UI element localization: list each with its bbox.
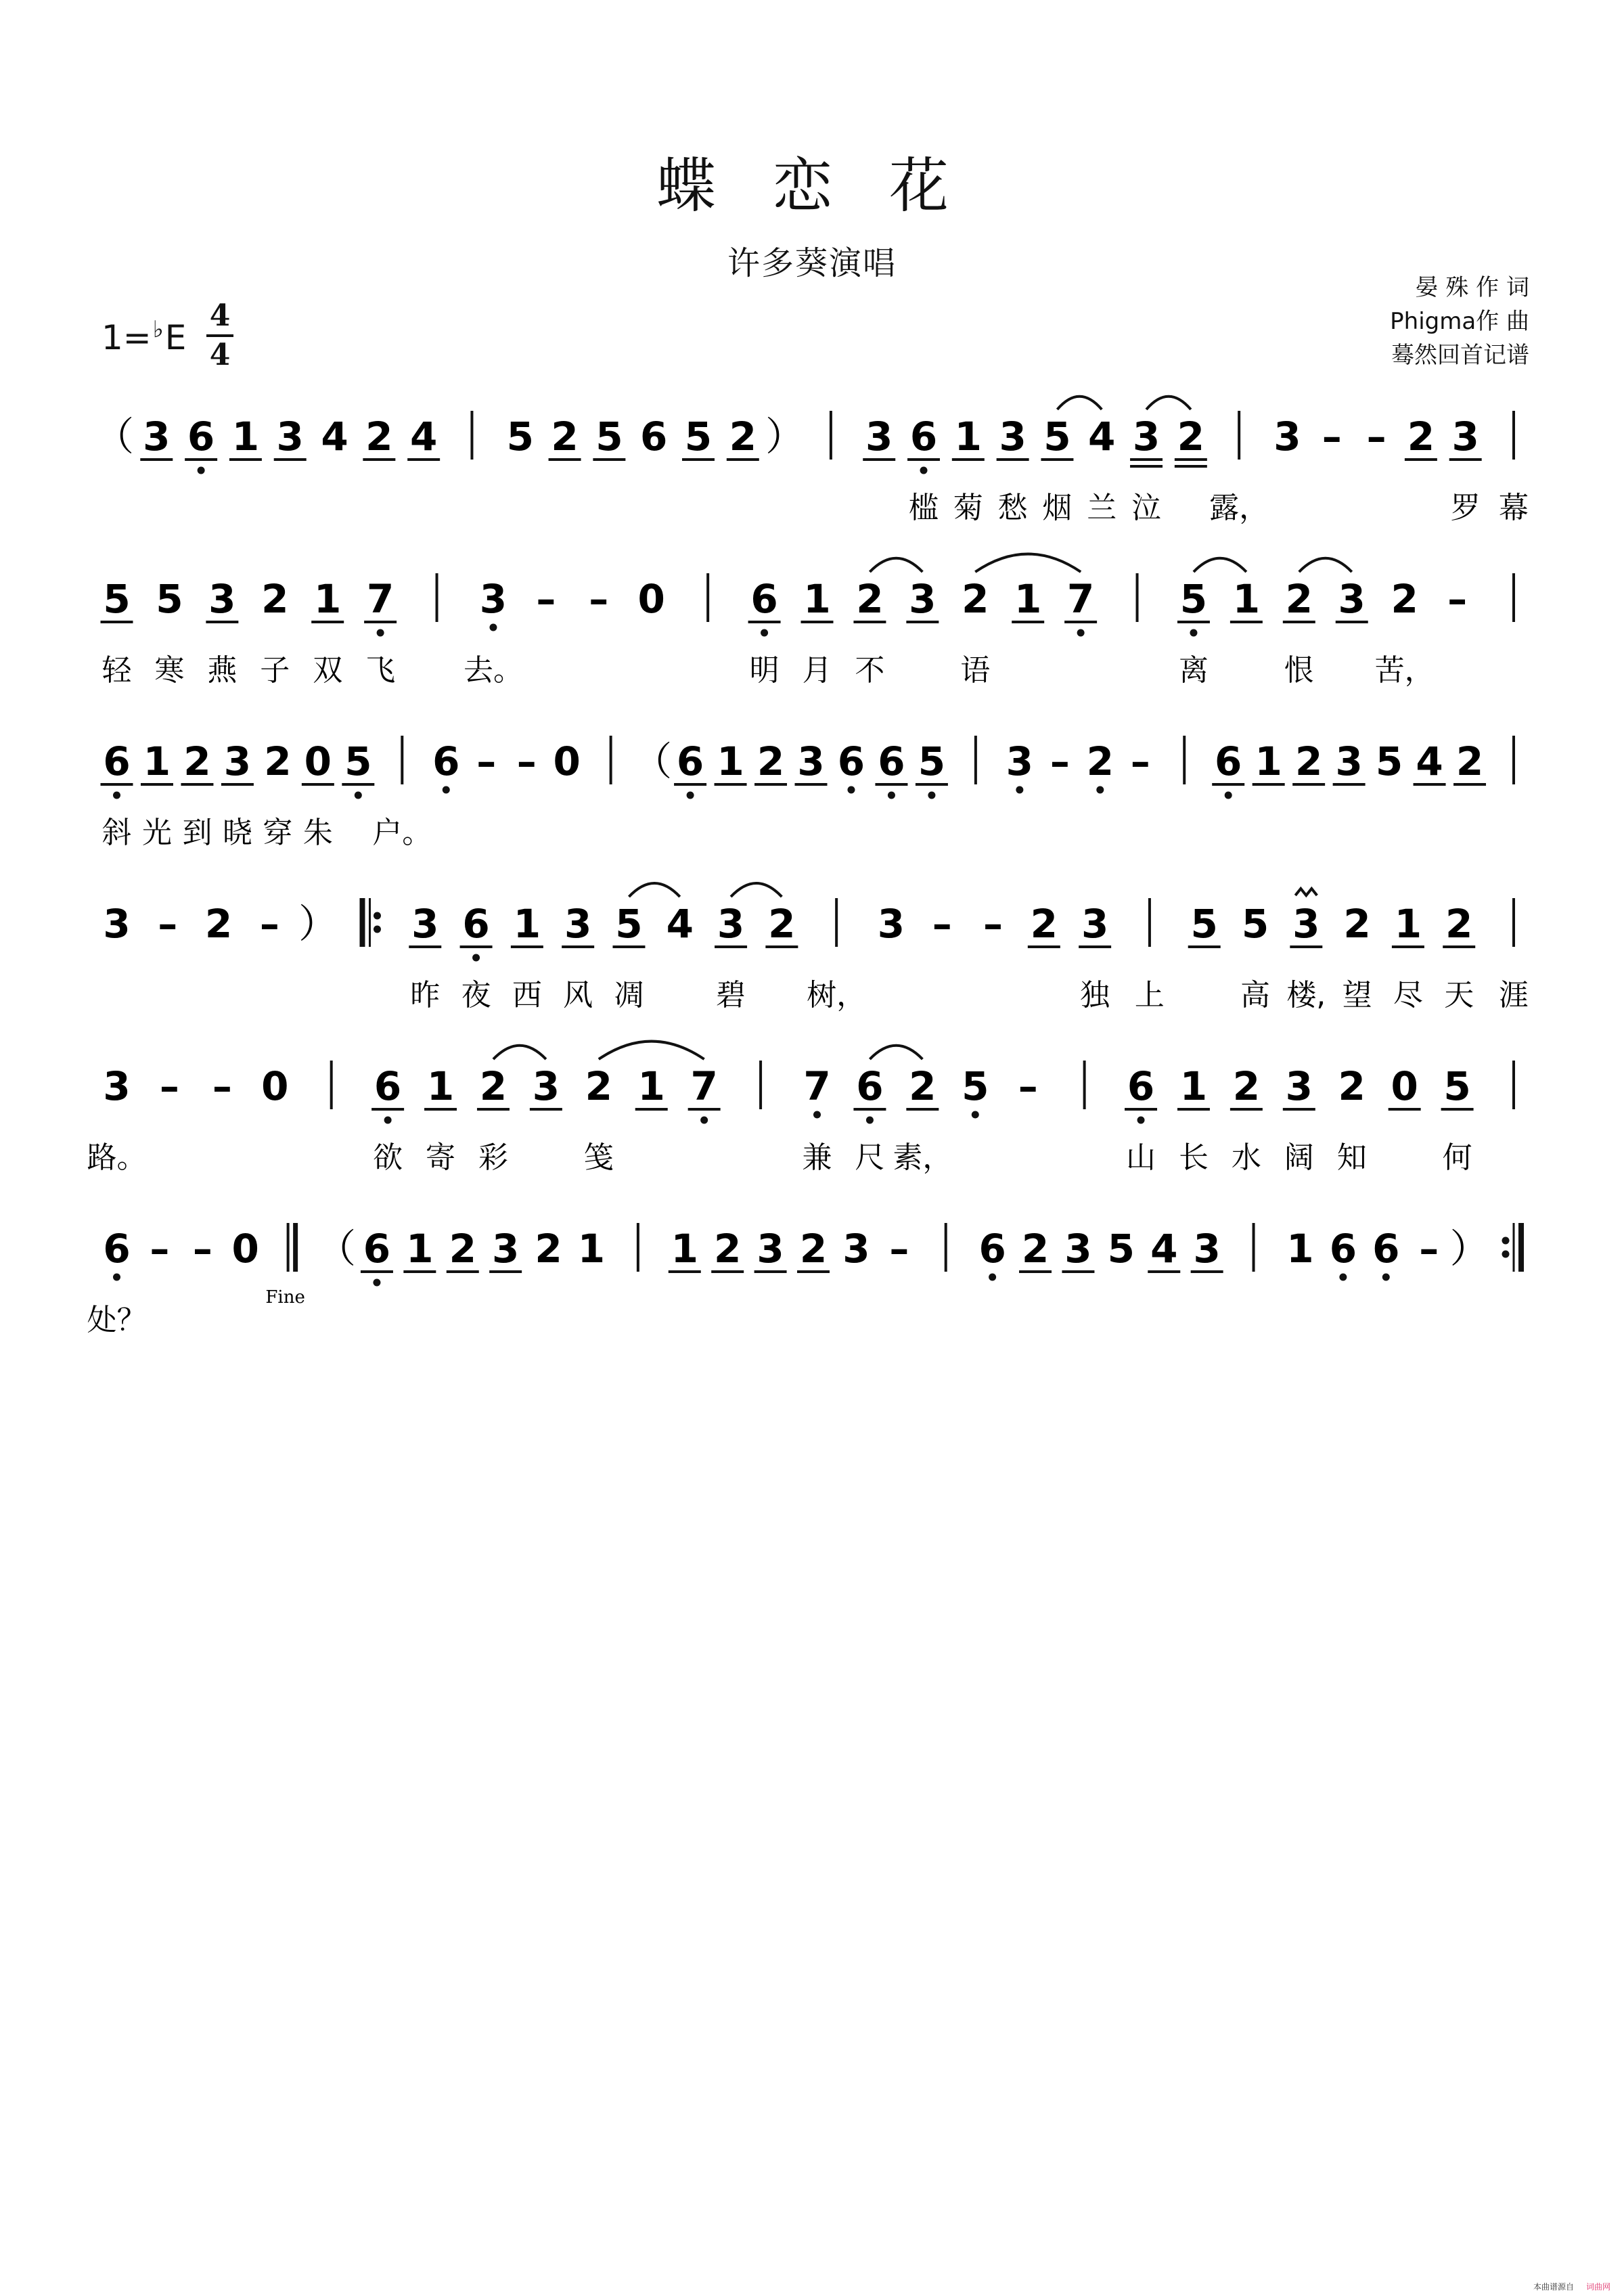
lyric-syllable: 楼,	[1286, 978, 1326, 1012]
jianpu-note: 3	[103, 901, 131, 947]
jianpu-note: 0	[1391, 1063, 1418, 1109]
jianpu-note: 2	[962, 576, 989, 622]
jianpu-note: 1	[671, 1226, 698, 1272]
jianpu-note: 5	[1443, 1063, 1471, 1109]
jianpu-note: 5	[1241, 901, 1269, 947]
slur-mark	[870, 1046, 922, 1059]
fine-label: Fine	[265, 1287, 305, 1308]
low-octave-dot	[813, 1111, 821, 1119]
low-octave-dot	[920, 467, 928, 474]
jianpu-note: 1	[1179, 1063, 1208, 1109]
low-octave-dot	[1096, 786, 1104, 794]
jianpu-note: 5	[156, 576, 183, 622]
jianpu-note: 6	[187, 414, 215, 460]
footer-source: 本曲谱源自	[1533, 2282, 1574, 2292]
low-octave-dot	[1016, 786, 1023, 794]
low-octave-dot	[989, 1274, 996, 1281]
lyric-syllable: 恨	[1284, 653, 1314, 688]
jianpu-note: 6	[856, 1063, 884, 1109]
slur-mark	[629, 883, 679, 897]
jianpu-note: –	[1366, 414, 1386, 460]
jianpu-note: 2	[1445, 901, 1473, 947]
low-octave-dot	[1382, 1274, 1390, 1281]
jianpu-note: 6	[1329, 1226, 1357, 1272]
jianpu-note: 3	[223, 738, 252, 784]
jianpu-note: 6	[1127, 1063, 1155, 1109]
jianpu-note: 2	[1086, 738, 1114, 784]
low-octave-dot	[472, 954, 480, 962]
lyric-syllable: 户。	[372, 816, 432, 850]
low-octave-dot	[761, 629, 768, 637]
jianpu-note: 5	[1107, 1226, 1135, 1272]
jianpu-note: 1	[577, 1226, 606, 1272]
jianpu-note: 2	[909, 1063, 937, 1109]
jianpu-note: 0	[261, 1063, 289, 1109]
key-tonic: E	[164, 318, 187, 357]
lyric-syllable: 朱	[302, 816, 333, 850]
lyric-syllable: 子	[260, 653, 290, 688]
lyric-syllable: 明	[749, 653, 780, 688]
jianpu-note: 2	[1285, 576, 1313, 622]
jianpu-note: 2	[1343, 901, 1371, 947]
slur-mark	[1194, 558, 1246, 572]
jianpu-note: 3	[1273, 414, 1301, 460]
jianpu-note: 5	[684, 414, 713, 460]
lyric-syllable: 天	[1444, 978, 1474, 1012]
jianpu-note: 1	[406, 1226, 434, 1272]
jianpu-note: 3	[1285, 1063, 1313, 1109]
jianpu-note: 3	[143, 414, 171, 460]
lyric-syllable: 风	[563, 978, 593, 1012]
jianpu-note: –	[476, 738, 497, 784]
jianpu-note: 2	[729, 414, 757, 460]
jianpu-note: 2	[1232, 1063, 1261, 1109]
jianpu-note: 5	[344, 738, 372, 784]
jianpu-note: 3	[1335, 738, 1363, 784]
jianpu-note: 2	[1030, 901, 1058, 947]
jianpu-note: –	[589, 576, 609, 622]
lyric-syllable: 寒	[154, 653, 185, 688]
lyric-syllable: 兰	[1087, 491, 1117, 525]
lyric-syllable: 昨	[410, 978, 441, 1012]
lyric-syllable: 晓	[222, 816, 252, 850]
slur-mark	[1146, 397, 1191, 409]
lyric-syllable: 烟	[1042, 491, 1073, 525]
jianpu-note: 6	[837, 738, 865, 784]
low-octave-dot	[888, 792, 895, 799]
lyric-syllable: 素，	[893, 1140, 953, 1175]
lyric-syllable: 月	[802, 653, 832, 688]
lyric-syllable: 双	[313, 653, 343, 688]
jianpu-note: 7	[366, 576, 394, 622]
lyric-syllable: 穿	[263, 816, 293, 850]
jianpu-note: –	[1050, 738, 1070, 784]
lyric-syllable: 凋	[614, 978, 644, 1012]
jianpu-note: 2	[1338, 1063, 1366, 1109]
jianpu-note: 1	[1232, 576, 1261, 622]
slur-mark	[1299, 558, 1352, 572]
lyric-syllable: 离	[1178, 653, 1209, 688]
lyric-syllable: 欲	[373, 1140, 403, 1175]
jianpu-note: 1	[1255, 738, 1282, 784]
jianpu-note: 4	[321, 414, 348, 460]
lyric-syllable: 斜	[102, 816, 132, 850]
lyric-syllable: 尽	[1393, 978, 1423, 1012]
jianpu-note: –	[259, 901, 279, 947]
lyric-syllable: 碧	[716, 978, 746, 1012]
jianpu-note: –	[516, 738, 537, 784]
jianpu-note: 3	[877, 901, 905, 947]
jianpu-note: 6	[103, 738, 131, 784]
lyric-syllable: 尺	[855, 1140, 885, 1175]
jianpu-note: 2	[261, 576, 289, 622]
lyric-syllable: 轻	[102, 653, 132, 688]
jianpu-note: 2	[757, 738, 785, 784]
jianpu-note: 3	[1132, 414, 1160, 460]
jianpu-note: 6	[432, 738, 460, 784]
repeat-dot	[374, 912, 381, 920]
jianpu-note: 0	[553, 738, 581, 784]
low-octave-dot	[1190, 629, 1197, 637]
jianpu-note: 4	[1150, 1226, 1178, 1272]
jianpu-note: 2	[799, 1226, 828, 1272]
lyric-syllable: 树，	[807, 978, 867, 1012]
jianpu-note: 5	[1179, 576, 1208, 622]
lyric-syllable: 高	[1240, 978, 1271, 1012]
jianpu-note: 3	[208, 576, 236, 622]
key-prefix: 1=	[102, 318, 152, 357]
slur-mark	[870, 558, 922, 572]
jianpu-note: 1	[1394, 901, 1422, 947]
jianpu-note: 1	[803, 576, 831, 622]
jianpu-note: 2	[183, 738, 211, 784]
jianpu-note: 2	[1294, 738, 1323, 784]
jianpu-note: 5	[595, 414, 623, 460]
lyric-syllable: 光	[141, 816, 172, 850]
time-numerator: 4	[206, 298, 233, 337]
low-octave-dot	[928, 792, 935, 799]
lyric-syllable: 涯	[1499, 978, 1529, 1012]
jianpu-note: 3	[1006, 738, 1034, 784]
jianpu-note: 2	[551, 414, 579, 460]
jianpu-note: –	[212, 1063, 232, 1109]
jianpu-note: 3	[1292, 901, 1320, 947]
lyric-syllable: 望	[1342, 978, 1372, 1012]
lyric-syllable: 飞	[365, 653, 396, 688]
jianpu-note: 3	[909, 576, 937, 622]
jianpu-note: –	[1018, 1063, 1038, 1109]
low-octave-dot	[1225, 792, 1232, 799]
low-octave-dot	[198, 467, 205, 474]
lyric-syllable: 处？	[87, 1303, 147, 1337]
jianpu-note: 6	[363, 1226, 391, 1272]
jianpu-note: 2	[365, 414, 393, 460]
low-octave-dot	[1137, 1117, 1145, 1124]
slur-mark	[1057, 397, 1102, 409]
slur-mark	[599, 1042, 704, 1059]
jianpu-note: –	[159, 1063, 179, 1109]
lyric-syllable: 知	[1336, 1140, 1367, 1175]
jianpu-note: 4	[1088, 414, 1116, 460]
low-octave-dot	[113, 1274, 120, 1281]
jianpu-note: 3	[797, 738, 825, 784]
jianpu-note: 3	[491, 1226, 520, 1272]
jianpu-note: 6	[639, 414, 668, 460]
jianpu-note: 6	[978, 1226, 1006, 1272]
jianpu-note: 1	[426, 1063, 455, 1109]
jianpu-note: 2	[449, 1226, 476, 1272]
jianpu-note: 7	[690, 1063, 718, 1109]
jianpu-note: 3	[842, 1226, 870, 1272]
lyric-syllable: 语	[960, 653, 991, 688]
jianpu-note: –	[889, 1226, 909, 1272]
jianpu-note: –	[983, 901, 1003, 947]
jianpu-note: 3	[1193, 1226, 1221, 1272]
low-octave-dot	[373, 1279, 380, 1287]
jianpu-note: 1	[954, 414, 983, 460]
time-denominator: 4	[209, 338, 231, 372]
jianpu-note: –	[1419, 1226, 1439, 1272]
jianpu-note: 3	[276, 414, 304, 460]
low-octave-dot	[687, 792, 694, 799]
slur-mark	[493, 1046, 546, 1059]
jianpu-note: –	[192, 1226, 212, 1272]
mordent-mark	[1295, 889, 1317, 895]
jianpu-note: 0	[231, 1226, 259, 1272]
jianpu-note: 3	[757, 1226, 784, 1272]
jianpu-note: 3	[532, 1063, 560, 1109]
bracket-mark: ）	[298, 901, 338, 947]
jianpu-note: 1	[1286, 1226, 1314, 1272]
jianpu-note: 2	[1177, 414, 1205, 460]
jianpu-note: 1	[1014, 576, 1042, 622]
lyric-syllable: 不	[855, 653, 885, 688]
jianpu-note: 4	[409, 414, 438, 460]
low-octave-dot	[1339, 1274, 1347, 1281]
jianpu-note: 2	[1391, 576, 1418, 622]
low-octave-dot	[377, 629, 384, 637]
slur-mark	[731, 883, 782, 897]
lyric-syllable: 长	[1178, 1140, 1209, 1175]
low-octave-dot	[972, 1111, 979, 1119]
lyric-syllable: 水	[1231, 1140, 1261, 1175]
lyric-syllable: 兼	[802, 1140, 832, 1175]
low-octave-dot	[113, 792, 120, 799]
jianpu-note: 3	[564, 901, 592, 947]
lyric-syllable: 西	[512, 978, 542, 1012]
footer-brand: 词曲网	[1585, 2282, 1610, 2292]
jianpu-note: 1	[513, 901, 541, 947]
lyric-syllable: 苦，	[1374, 653, 1435, 688]
jianpu-note: 2	[479, 1063, 508, 1109]
jianpu-note: 6	[1372, 1226, 1400, 1272]
jianpu-note: 0	[304, 738, 332, 784]
jianpu-note: 5	[1190, 901, 1218, 947]
jianpu-note: –	[158, 901, 178, 947]
lyric-syllable: 山	[1126, 1140, 1156, 1175]
jianpu-note: 3	[1451, 414, 1479, 460]
jianpu-note: 2	[1456, 738, 1484, 784]
jianpu-note: 2	[768, 901, 796, 947]
jianpu-note: 3	[1081, 901, 1109, 947]
lyricist-credit: 晏 殊 作 词	[1415, 274, 1529, 301]
bracket-mark: （	[317, 1226, 357, 1272]
jianpu-note: 6	[374, 1063, 402, 1109]
jianpu-note: 3	[103, 1063, 131, 1109]
jianpu-note: –	[1322, 414, 1342, 460]
jianpu-note: 6	[103, 1226, 131, 1272]
bracket-mark: （	[94, 414, 135, 460]
performer-line: 许多葵演唱	[727, 244, 897, 282]
lyric-syllable: 幕	[1499, 491, 1529, 525]
jianpu-note: 1	[231, 414, 260, 460]
jianpu-note: 1	[717, 738, 744, 784]
flat-sign-icon: ♭	[152, 316, 164, 343]
jianpu-note: 1	[637, 1063, 665, 1109]
lyric-syllable: 寄	[426, 1140, 456, 1175]
lyric-syllable: 槛	[909, 491, 939, 525]
low-octave-dot	[443, 786, 450, 794]
lyric-syllable: 燕	[207, 653, 238, 688]
jianpu-note: 2	[264, 738, 292, 784]
lyric-syllable: 独	[1080, 978, 1110, 1012]
jianpu-note: 2	[585, 1063, 612, 1109]
jianpu-note: –	[536, 576, 556, 622]
transcriber-credit: 蓦然回首记谱	[1391, 342, 1529, 369]
lyric-syllable: 路。	[87, 1140, 147, 1175]
lyric-syllable: 菊	[953, 491, 983, 525]
jianpu-note: 3	[1338, 576, 1366, 622]
jianpu-note: 5	[918, 738, 946, 784]
low-octave-dot	[355, 792, 362, 799]
jianpu-note: 3	[999, 414, 1027, 460]
jianpu-note: 2	[204, 901, 233, 947]
jianpu-note: 6	[1215, 738, 1242, 784]
jianpu-note: 3	[411, 901, 439, 947]
lyric-syllable: 露，	[1209, 491, 1269, 525]
lyric-syllable: 罗	[1450, 491, 1481, 525]
jianpu-note: –	[1447, 576, 1468, 622]
jianpu-note: 3	[865, 414, 893, 460]
composer-credit: Phigma作 曲	[1390, 308, 1529, 335]
low-octave-dot	[384, 1117, 392, 1124]
jianpu-note: 6	[750, 576, 778, 622]
bracket-mark: （	[633, 738, 673, 784]
lyric-syllable: 到	[182, 816, 212, 850]
jianpu-note: 2	[1021, 1226, 1050, 1272]
jianpu-note: 6	[878, 738, 905, 784]
jianpu-note: 5	[615, 901, 643, 947]
jianpu-note: 5	[1375, 738, 1403, 784]
jianpu-note: 0	[637, 576, 665, 622]
lyric-syllable: 上	[1134, 978, 1165, 1012]
low-octave-dot	[847, 786, 855, 794]
slur-mark	[975, 554, 1081, 572]
repeat-dot	[374, 926, 381, 933]
bracket-mark: ）	[765, 414, 805, 460]
lyric-syllable: 彩	[478, 1140, 508, 1175]
jianpu-note: 4	[666, 901, 694, 947]
jianpu-note: –	[1130, 738, 1150, 784]
jianpu-note: 2	[714, 1226, 742, 1272]
jianpu-note: 4	[1416, 738, 1443, 784]
jianpu-note: 5	[1043, 414, 1071, 460]
low-octave-dot	[489, 624, 497, 631]
lyric-syllable: 去。	[463, 653, 523, 688]
jianpu-note: 7	[1066, 576, 1095, 622]
jianpu-note: 3	[717, 901, 745, 947]
jianpu-note: 5	[103, 576, 131, 622]
jianpu-note: 7	[803, 1063, 831, 1109]
jianpu-note: 2	[535, 1226, 562, 1272]
jianpu-note: 2	[856, 576, 884, 622]
jianpu-note: 1	[314, 576, 342, 622]
lyric-syllable: 何	[1442, 1140, 1472, 1175]
jianpu-note: –	[932, 901, 952, 947]
lyric-syllable: 泣	[1131, 491, 1162, 525]
jianpu-note: 5	[962, 1063, 989, 1109]
jianpu-note: 6	[462, 901, 490, 947]
jianpu-note: –	[150, 1226, 170, 1272]
jianpu-note: 3	[1064, 1226, 1092, 1272]
low-octave-dot	[866, 1117, 874, 1124]
lyric-syllable: 笺	[583, 1140, 614, 1175]
jianpu-note: 6	[909, 414, 938, 460]
low-octave-dot	[700, 1117, 708, 1124]
lyric-syllable: 夜	[461, 978, 491, 1012]
song-title: 蝶 恋 花	[656, 151, 968, 221]
repeat-dot	[1502, 1251, 1510, 1258]
jianpu-note: 2	[1407, 414, 1435, 460]
jianpu-note: 3	[479, 576, 508, 622]
jianpu-note: 1	[143, 738, 171, 784]
page-footer	[1533, 2281, 1610, 2292]
jianpu-note: 6	[676, 738, 704, 784]
jianpu-note: 5	[506, 414, 534, 460]
lyric-syllable: 阔	[1284, 1140, 1314, 1175]
low-octave-dot	[1077, 629, 1085, 637]
bracket-mark: ）	[1449, 1226, 1489, 1272]
lyric-syllable: 愁	[997, 491, 1028, 525]
repeat-dot	[1502, 1237, 1510, 1245]
